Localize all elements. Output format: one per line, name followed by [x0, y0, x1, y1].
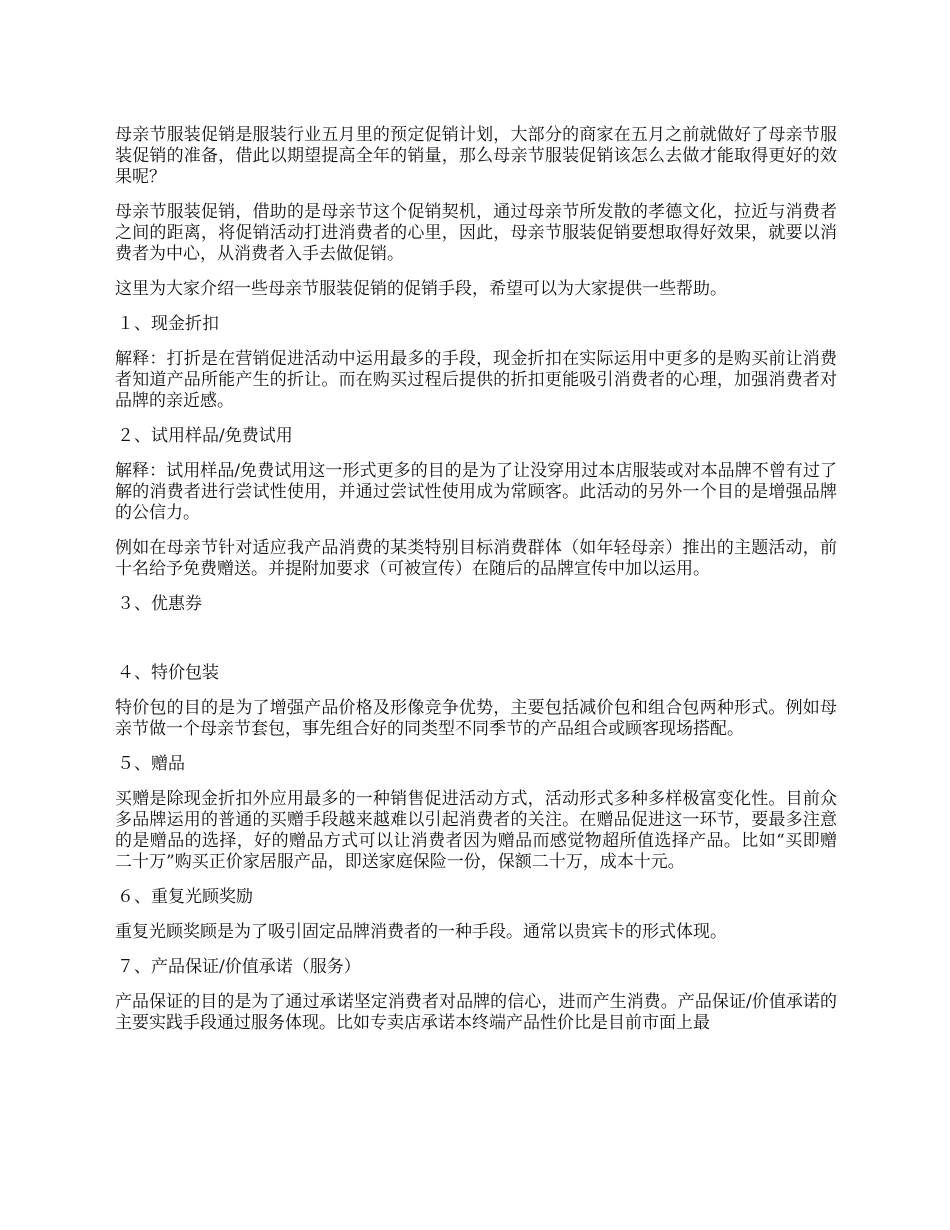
document-page	[115, 125, 837, 1048]
paragraph: 例如在母亲节针对适应我产品消费的某类特别目标消费群体（如年轻母亲）推出的主题活动，前十名给予免费赠送。并提附加要求（可被宣传）在随后的品牌宣传中加以运用。	[115, 538, 837, 579]
paragraph: 特价包的目的是为了增强产品价格及形像竞争优势，主要包括减价包和组合包两种形式。例如母亲节做一个母亲节套包，事先组合好的同类型不同季节的产品组合或顾客现场搭配。	[115, 698, 837, 739]
paragraph: 母亲节服装促销是服装行业五月里的预定促销计划，大部分的商家在五月之前就做好了母亲节服装促销的准备，借此以期望提高全年的销量，那么母亲节服装促销该怎么去做才能取得更好的效果呢？	[115, 125, 837, 187]
section-heading: ２、试用样品/免费试用	[117, 426, 293, 446]
section-heading: ４、特价包装	[117, 663, 219, 683]
section-heading: ３、优惠券	[117, 594, 202, 614]
paragraph: 产品保证的目的是为了通过承诺坚定消费者对品牌的信心，进而产生消费。产品保证/价值承诺的主要实践手段通过服务体现。比如专卖店承诺本终端产品性价比是目前市面上最	[115, 992, 837, 1033]
paragraph: 解释：试用样品/免费试用这一形式更多的目的是为了让没穿用过本店服装或对本品牌不曾有过了解的消费者进行尝试性使用，并通过尝试性使用成为常顾客。此活动的另外一个目的是增强品牌的公信力。	[115, 461, 837, 523]
section-heading: ７、产品保证/价值承诺（服务）	[117, 957, 361, 977]
paragraph: 解释：打折是在营销促进活动中运用最多的手段，现金折扣在实际运用中更多的是购买前让消费者知道产品所能产生的折让。而在购买过程后提供的折扣更能吸引消费者的心理，加强消费者对品牌的亲近感。	[115, 349, 837, 411]
blank-space	[115, 629, 837, 663]
section-heading: ５、赠品	[117, 754, 185, 774]
paragraph: 这里为大家介绍一些母亲节服装促销的促销手段，希望可以为大家提供一些帮助。	[115, 279, 727, 299]
section-heading: ６、重复光顾奖励	[117, 887, 253, 907]
paragraph: 重复光顾奖顾是为了吸引固定品牌消费者的一种手段。通常以贵宾卡的形式体现。	[115, 922, 727, 942]
section-heading: １、现金折扣	[117, 314, 219, 334]
paragraph: 买赠是除现金折扣外应用最多的一种销售促进活动方式，活动形式多种多样极富变化性。目前众多品牌运用的普通的买赠手段越来越难以引起消费者的关注。在赠品促进这一环节，要最多注意的是赠品的选择，好的赠品方式可以让消费者因为赠品而感觉物超所值选择产品。比如“买即赠二十万”购买正价家居服产品，即送家庭保险一份，保额二十万，成本十元。	[115, 789, 837, 872]
paragraph: 母亲节服装促销，借助的是母亲节这个促销契机，通过母亲节所发散的孝德文化，拉近与消费者之间的距离，将促销活动打进消费者的心里，因此，母亲节服装促销要想取得好效果，就要以消费者为中心，从消费者入手去做促销。	[115, 202, 837, 264]
